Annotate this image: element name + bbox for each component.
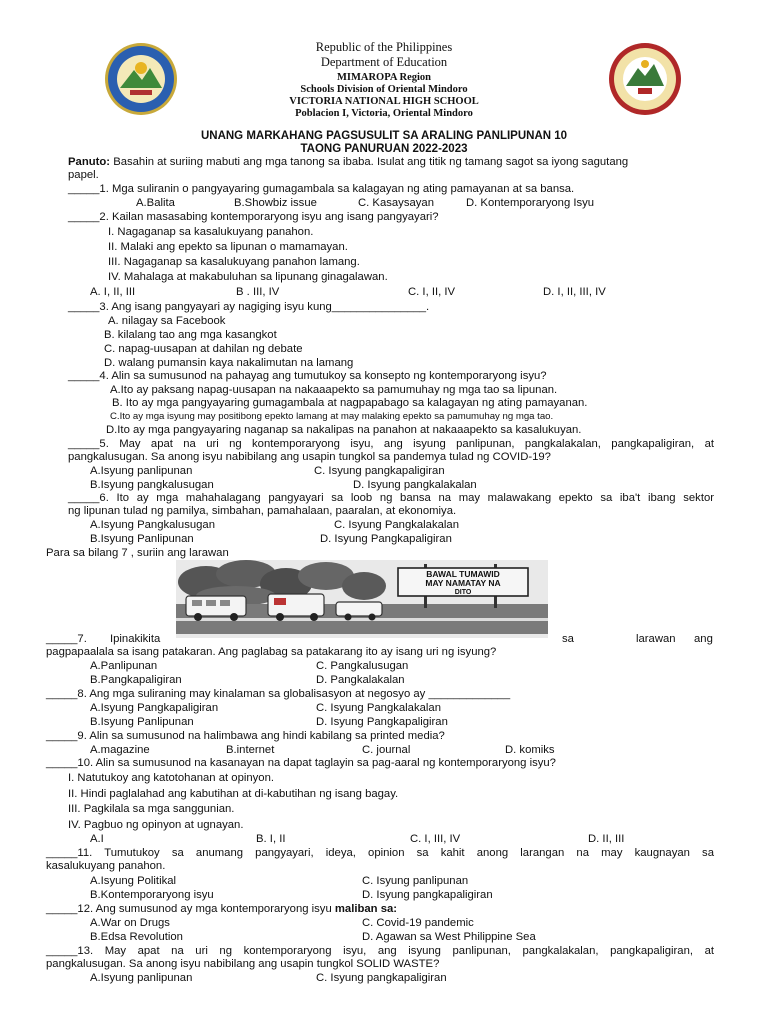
q8-choice-c[interactable]: C. Isyung Pangkalakalan — [316, 702, 441, 714]
q7-stem-line2: pagpapaalala sa isang patakaran. Ang paglabag sa patakarang ito ay isang uri ng isyung? — [46, 646, 497, 658]
q13-stem-line1: _____13. May apat na uri ng kontemporaryong isyu, ang isyung panlipunan, pangkalakalan, pangkapaligiran, at — [46, 945, 714, 957]
instructions-cont: papel. — [68, 169, 99, 181]
q7-stem-c: sa — [562, 633, 574, 645]
school-year: TAONG PANURUAN 2022-2023 — [300, 143, 468, 155]
q10-item-iii: III. Pagkilala sa mga sanggunian. — [68, 803, 235, 815]
q7-stem-b: Ipinakikita — [110, 633, 161, 645]
q11-choice-b[interactable]: B.Kontemporaryong isyu — [90, 889, 214, 901]
q7-stem-d: larawan — [636, 633, 676, 645]
q6-stem-line2: ng lipunan tulad ng pamilya, simbahan, pamahalaan, paaralan, at ekonomiya. — [68, 505, 457, 517]
q4-choice-c[interactable]: C.Ito ay mga isyung may positibong epekto lamang at may malaking epekto sa pamumuhay ng mga tao. — [110, 411, 554, 422]
q13-choice-c[interactable]: C. Isyung pangkapaligiran — [316, 972, 447, 984]
q9-choice-d[interactable]: D. komiks — [505, 744, 555, 756]
q7-choice-a[interactable]: A.Panlipunan — [90, 660, 158, 672]
q8-choice-b[interactable]: B.Isyung Panlipunan — [90, 716, 194, 728]
header-republic: Republic of the Philippines — [315, 40, 453, 54]
q10-item-i: I. Natutukoy ang katotohanan at opinyon. — [68, 772, 275, 784]
q12-choice-a[interactable]: A.War on Drugs — [90, 917, 170, 929]
q11-stem-line1: _____11. Tumutukoy sa anumang pangyayari, ideya, opinion sa kahit anong larangan na may kaugnayan sa — [46, 847, 714, 859]
q7-road-illustration — [176, 560, 548, 638]
q7-sign-line2: MAY NAMATAY NA — [425, 578, 501, 588]
q5-stem-line1: _____5. May apat na uri ng kontemporaryong isyu, ang isyung panlipunan, pangkalakalan, pangkapaligiran, at — [68, 438, 714, 450]
q11-choice-c[interactable]: C. Isyung panlipunan — [362, 875, 469, 887]
q5-stem-line2: pangkalusugan. Sa anong isyu nabibilang ang usapin tungkol sa pandemya tulad ng COVID-19? — [68, 451, 551, 463]
q2-item-iv: IV. Mahalaga at makabuluhan sa lipunang ginagalawan. — [108, 271, 388, 283]
q10-choice-c[interactable]: C. I, III, IV — [410, 833, 461, 845]
header-department: Department of Education — [320, 55, 448, 69]
header-division: Schools Division of Oriental Mindoro — [300, 84, 468, 95]
q1-choice-c[interactable]: C. Kasaysayan — [358, 197, 434, 209]
q12-emphasis: maliban sa: — [334, 903, 398, 915]
q5-choice-c[interactable]: C. Isyung pangkapaligiran — [314, 465, 445, 477]
q3-choice-c[interactable]: C. napag-uusapan at dahilan ng debate — [104, 343, 303, 355]
q9-stem: _____9. Alin sa sumusunod na halimbawa ang hindi kabilang sa printed media? — [46, 730, 445, 742]
q7-choice-d[interactable]: D. Pangkalakalan — [316, 674, 405, 686]
q2-item-iii: III. Nagaganap sa kasalukuyang panahon lamang. — [108, 256, 360, 268]
q1-choice-b[interactable]: B.Showbiz issue — [234, 197, 317, 209]
q4-choice-d[interactable]: D.Ito ay mga pangyayaring naganap sa nakalipas na panahon at nakaaapekto sa kasalukuyan. — [106, 424, 582, 436]
header-school: VICTORIA NATIONAL HIGH SCHOOL — [289, 96, 479, 107]
q3-choice-d[interactable]: D. walang pumansin kaya nakalimutan na lamang — [104, 357, 354, 369]
q6-choice-b[interactable]: B.Isyung Panlipunan — [90, 533, 194, 545]
instructions-text: Basahin at suriing mabuti ang mga tanong sa ibaba. Isulat ang titik ng tamang sagot sa iyong sagutang — [113, 156, 629, 168]
q10-choice-d[interactable]: D. II, III — [588, 833, 625, 845]
q1-stem: _____1. Mga suliranin o pangyayaring gumagambala sa kalagayan ng ating pamayanan at sa bansa. — [68, 183, 575, 195]
q7-sign-line1: BAWAL TUMAWID — [426, 569, 500, 579]
q4-choice-b[interactable]: B. Ito ay mga pangyayaring gumagambala at nagpapabago sa kalagayan ng ating pamayanan. — [112, 397, 588, 409]
q8-choice-a[interactable]: A.Isyung Pangkapaligiran — [90, 702, 219, 714]
q4-stem: _____4. Alin sa sumusunod na pahayag ang tumutukoy sa konsepto ng kontemporaryong isyu? — [68, 370, 547, 382]
q5-choice-b[interactable]: B.Isyung pangkalusugan — [90, 479, 214, 491]
q12-choice-c[interactable]: C. Covid-19 pandemic — [362, 917, 474, 929]
q3-choice-b[interactable]: B. kilalang tao ang mga kasangkot — [104, 329, 277, 341]
q1-choice-d[interactable]: D. Kontemporaryong Isyu — [466, 197, 595, 209]
q2-item-i: I. Nagaganap sa kasalukuyang panahon. — [108, 226, 314, 238]
q6-choice-a[interactable]: A.Isyung Pangkalusugan — [90, 519, 215, 531]
q5-choice-a[interactable]: A.Isyung panlipunan — [90, 465, 193, 477]
q9-choice-c[interactable]: C. journal — [362, 744, 411, 756]
q9-choice-a[interactable]: A.magazine — [90, 744, 150, 756]
q8-choice-d[interactable]: D. Isyung Pangkapaligiran — [316, 716, 448, 728]
q10-choice-a[interactable]: A.I — [90, 833, 104, 845]
header-region: MIMAROPA Region — [336, 72, 431, 83]
q12-choice-b[interactable]: B.Edsa Revolution — [90, 931, 183, 943]
q11-stem-line2: kasalukuyang panahon. — [46, 860, 166, 872]
q10-stem: _____10. Alin sa sumusunod na kasanayan na dapat taglayin sa pag-aaral ng kontemporaryong isyu? — [46, 757, 556, 769]
header-address: Poblacion I, Victoria, Oriental Mindoro — [295, 108, 473, 119]
q2-item-ii: II. Malaki ang epekto sa lipunan o mamamayan. — [108, 241, 348, 253]
q3-stem: _____3. Ang isang pangyayari ay nagiging isyu kung_______________. — [68, 301, 430, 313]
q2-choice-c[interactable]: C. I, II, IV — [408, 286, 456, 298]
q4-choice-a[interactable]: A.Ito ay paksang napag-uusapan na nakaaapekto sa pamumuhay ng mga tao sa lipunan. — [110, 384, 558, 396]
q7-stem-a: _____7. — [46, 633, 87, 645]
q10-item-ii: II. Hindi paglalahad ang kabutihan at di-kabutihan ng isang bagay. — [68, 788, 399, 800]
exam-title: UNANG MARKAHANG PAGSUSULIT SA ARALING PANLIPUNAN 10 — [200, 130, 568, 142]
q8-stem: _____8. Ang mga suliraning may kinalaman sa globalisasyon at negosyo ay _____________ — [46, 688, 511, 700]
q7-choice-b[interactable]: B.Pangkapaligiran — [90, 674, 182, 686]
q1-choice-a[interactable]: A.Balita — [136, 197, 175, 209]
q10-item-iv: IV. Pagbuo ng opinyon at ugnayan. — [68, 819, 244, 831]
q7-stem-e: ang — [694, 633, 713, 645]
q12-stem: _____12. Ang sumusunod ay mga kontemporaryong isyu — [46, 903, 332, 915]
q11-choice-d[interactable]: D. Isyung pangkapaligiran — [362, 889, 493, 901]
q6-stem-line1: _____6. Ito ay mga mahahalagang pangyayari sa loob ng bansa na may malawakang epekto sa iba't ibang sektor — [68, 492, 714, 504]
q9-choice-b[interactable]: B.internet — [226, 744, 275, 756]
q6-choice-d[interactable]: D. Isyung Pangkapaligiran — [320, 533, 452, 545]
q6-choice-c[interactable]: C. Isyung Pangkalakalan — [334, 519, 459, 531]
q2-stem: _____2. Kailan masasabing kontemporaryong isyu ang isang pangyayari? — [68, 211, 439, 223]
q7-intro: Para sa bilang 7 , suriin ang larawan — [46, 547, 229, 559]
q12-choice-d[interactable]: D. Agawan sa West Philippine Sea — [362, 931, 536, 943]
q13-stem-line2: pangkalusugan. Sa anong isyu nabibilang ang usapin tungkol SOLID WASTE? — [46, 958, 440, 970]
q2-choice-b[interactable]: B . III, IV — [236, 286, 280, 298]
q2-choice-d[interactable]: D. I, II, III, IV — [543, 286, 606, 298]
q2-choice-a[interactable]: A. I, II, III — [90, 286, 136, 298]
q7-sign-line3: DITO — [454, 589, 472, 596]
q3-choice-a[interactable]: A. nilagay sa Facebook — [108, 315, 226, 327]
q7-choice-c[interactable]: C. Pangkalusugan — [316, 660, 409, 672]
q11-choice-a[interactable]: A.Isyung Politikal — [90, 875, 177, 887]
instructions-label: Panuto: — [68, 156, 111, 168]
q5-choice-d[interactable]: D. Isyung pangkalakalan — [353, 479, 477, 491]
q10-choice-b[interactable]: B. I, II — [256, 833, 286, 845]
q13-choice-a[interactable]: A.Isyung panlipunan — [90, 972, 193, 984]
